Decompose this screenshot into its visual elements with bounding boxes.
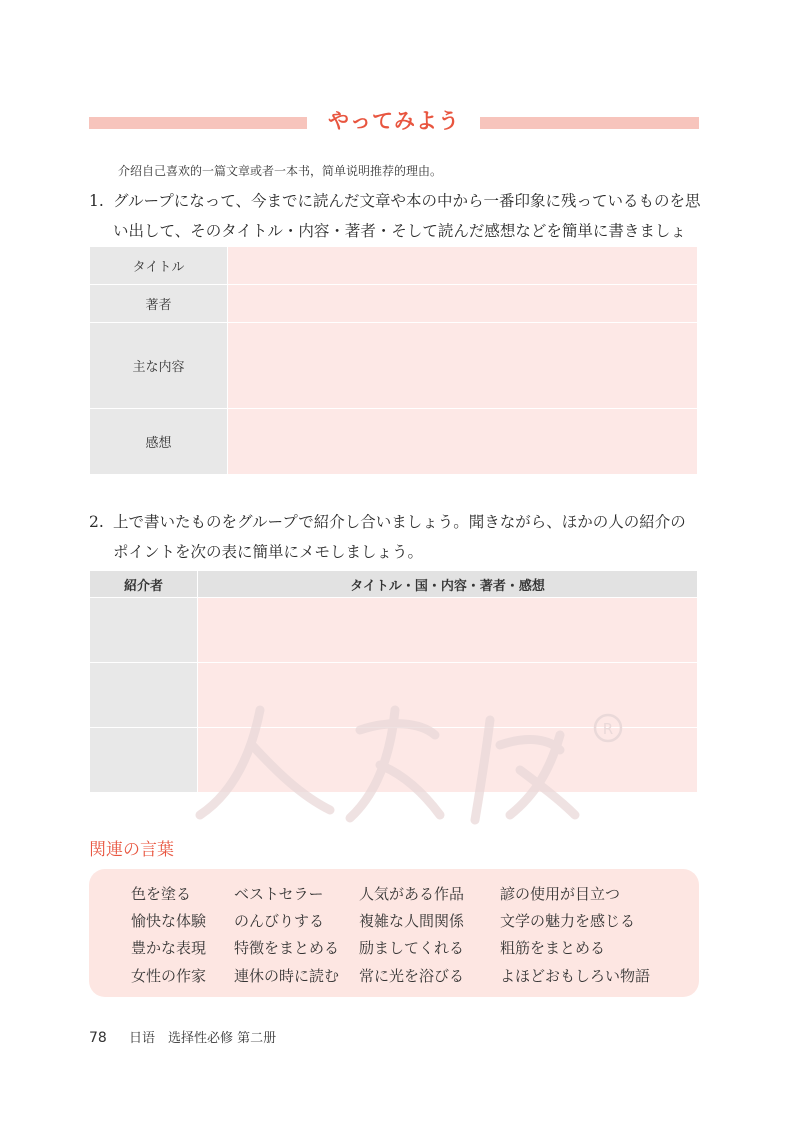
header-introducer: 紹介者 (90, 571, 198, 598)
related-word: 愉快な体験 (131, 912, 207, 930)
task-1-number: 1. (89, 192, 104, 210)
header-bar-left (89, 117, 307, 129)
related-word: 励ましてくれる (359, 939, 465, 957)
intro-instruction: 介绍自己喜欢的一篇文章或者一本书，简单说明推荐的理由。 (118, 164, 443, 178)
header-details: タイトル・国・内容・著者・感想 (198, 571, 698, 598)
notes-cell[interactable] (198, 598, 698, 663)
related-word: 諺の使用が目立つ (500, 885, 621, 903)
related-word: 特徴をまとめる (234, 939, 340, 957)
related-word: 文学の魅力を感じる (500, 912, 636, 930)
task-2-number: 2. (89, 513, 104, 531)
task-1-text: グループになって、今までに読んだ文章や本の中から一番印象に残っているものを思い出して、そのタイトル・内容・著者・そして読んだ感想などを簡単に書きましょ (113, 192, 701, 240)
related-word: 常に光を浴びる (359, 967, 465, 985)
content-input-cell[interactable] (228, 323, 698, 409)
table-row (90, 409, 698, 475)
related-word: 複雑な人間関係 (359, 912, 465, 930)
header-bar-right (480, 117, 699, 129)
title-input-cell[interactable] (228, 247, 698, 285)
table-row (90, 285, 698, 323)
row-label-content: 主な内容 (90, 323, 228, 409)
book-info-table (89, 246, 698, 475)
related-word: 色を塗る (131, 885, 192, 903)
table-row (90, 598, 698, 663)
related-word: 人気がある作品 (359, 885, 465, 903)
related-word: 粗筋をまとめる (500, 939, 606, 957)
task-2 (89, 507, 701, 567)
row-label-impression: 感想 (90, 409, 228, 475)
related-word: ベストセラー (234, 885, 324, 903)
table-row (90, 247, 698, 285)
introducer-cell[interactable] (90, 663, 198, 728)
related-word: よほどおもしろい物語 (500, 967, 651, 985)
related-words-title: 関連の言葉 (89, 840, 174, 860)
related-word: 豊かな表現 (131, 939, 207, 957)
page-number: 78 (89, 1030, 107, 1046)
section-title: やってみよう (328, 109, 460, 133)
introducer-cell[interactable] (90, 728, 198, 793)
author-input-cell[interactable] (228, 285, 698, 323)
table-header-row (90, 571, 698, 598)
related-word: のんびりする (234, 912, 325, 930)
book-title: 日语 选择性必修 第二册 (128, 1031, 277, 1046)
related-word: 連休の時に読む (234, 967, 340, 985)
row-label-title: タイトル (90, 247, 228, 285)
task-2-text: 上で書いたものをグループで紹介し合いましょう。聞きながら、ほかの人の紹介のポイントを次の表に簡単にメモしましょう。 (113, 513, 686, 561)
introducer-cell[interactable] (90, 598, 198, 663)
related-words-box (89, 869, 699, 997)
row-label-author: 著者 (90, 285, 228, 323)
svg-text:R: R (602, 720, 614, 738)
page-footer (89, 1027, 276, 1046)
publisher-watermark (190, 690, 630, 830)
impression-input-cell[interactable] (228, 409, 698, 475)
related-word: 女性の作家 (131, 967, 207, 985)
table-row (90, 323, 698, 409)
